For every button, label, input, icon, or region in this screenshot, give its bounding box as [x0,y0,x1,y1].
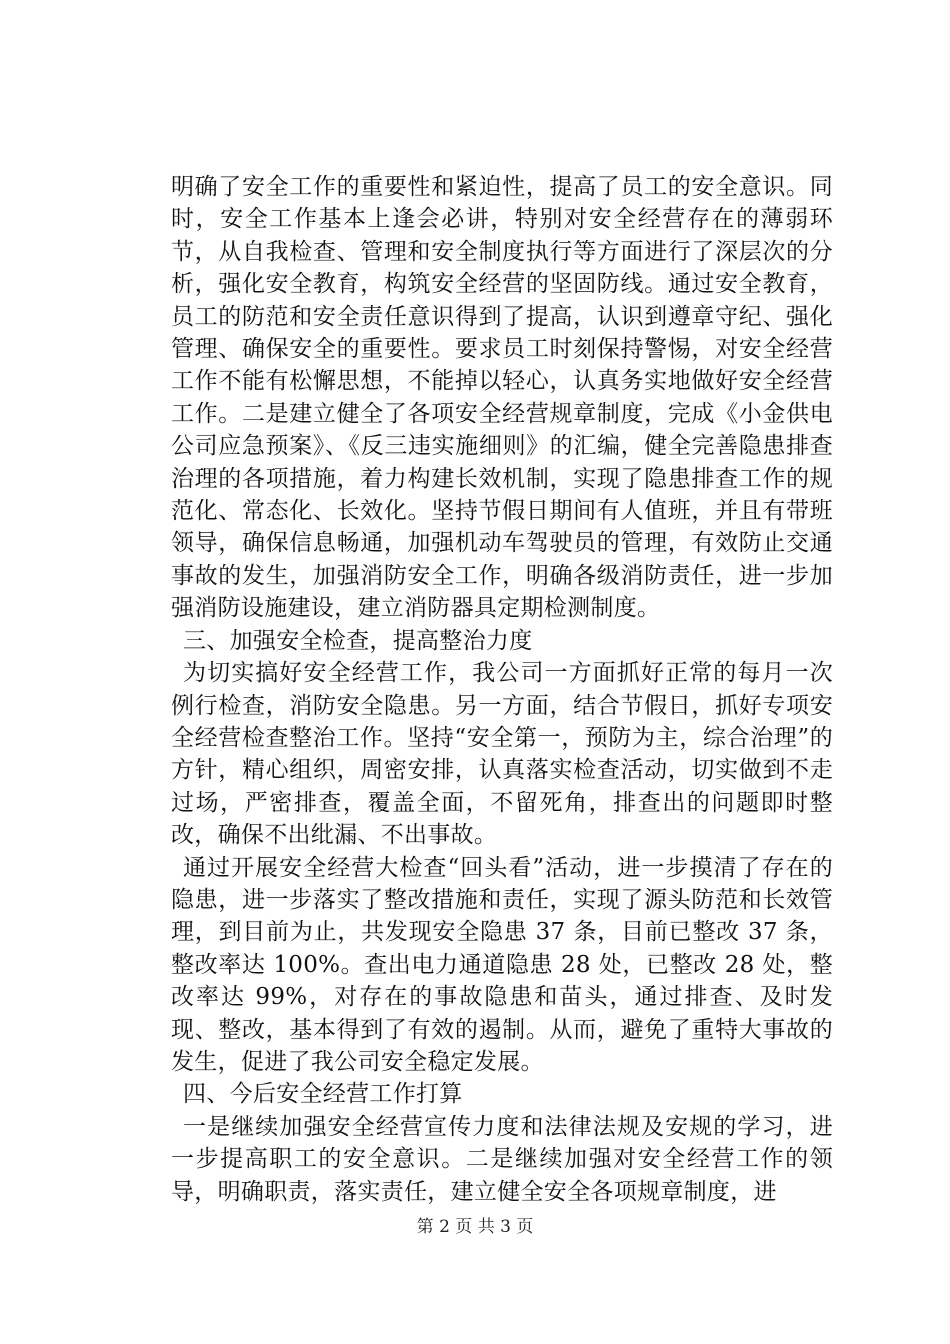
document-body [171,171,833,1208]
section-heading-4: 四、今后安全经营工作打算 [183,1081,463,1108]
page-number-footer: 第 2 页 共 3 页 [416,1217,534,1237]
section-heading-3: 三、加强安全检查，提高整治力度 [183,627,533,654]
paragraph-future-plans: 一是继续加强安全经营宣传力度和法律法规及安规的学习，进一步提高职工的安全意识。二是继续加强对安全经营工作的领导，明确职责，落实责任，建立健全安全各项规章制度，进 [171,1113,833,1205]
paragraph-safety-education: 明确了安全工作的重要性和紧迫性，提高了员工的安全意识。同时，安全工作基本上逢会必讲，特别对安全经营存在的薄弱环节，从自我检查、管理和安全制度执行等方面进行了深层次的分析，强化安全教育，构筑安全经营的坚固防线。通过安全教育，员工的防范和安全责任意识得到了提高，认识到遵章守纪、强化管理、确保安全的重要性。要求员工时刻保持警惕，对安全经营工作不能有松懈思想，不能掉以轻心，认真务实地做好安全经营工作。二是建立健全了各项安全经营规章制度，完成《小金供电公司应急预案》、《反三违实施细则》的汇编，健全完善隐患排查治理的各项措施，着力构建长效机制，实现了隐患排查工作的规范化、常态化、长效化。坚持节假日期间有人值班，并且有带班领导，确保信息畅通，加强机动车驾驶员的管理，有效防止交通事故的发生，加强消防安全工作，明确各级消防责任，进一步加强消防设施建设，建立消防器具定期检测制度。 [171,174,833,622]
paragraph-review-results: 通过开展安全经营大检查“回头看”活动，进一步摸清了存在的隐患，进一步落实了整改措施和责任，实现了源头防范和长效管理，到目前为止，共发现安全隐患 37 条，目前已整改 37 条，整改率达 100%。查出电力通道隐患 28 处，已整改 28 处，整改率达 99%，对存在的事故隐患和苗头，通过排查、及时发现、整改，基本得到了有效的遏制。从而，避免了重特大事故的发生，促进了我公司安全稳定发展。 [171,854,833,1075]
paragraph-inspection: 为切实搞好安全经营工作，我公司一方面抓好正常的每月一次例行检查，消防安全隐患。另一方面，结合节假日，抓好专项安全经营检查整治工作。坚持“安全第一，预防为主，综合治理”的方针，精心组织，周密安排，认真落实检查活动，切实做到不走过场，严密排查，覆盖全面，不留死角，排查出的问题即时整改，确保不出纰漏、不出事故。 [171,660,833,849]
